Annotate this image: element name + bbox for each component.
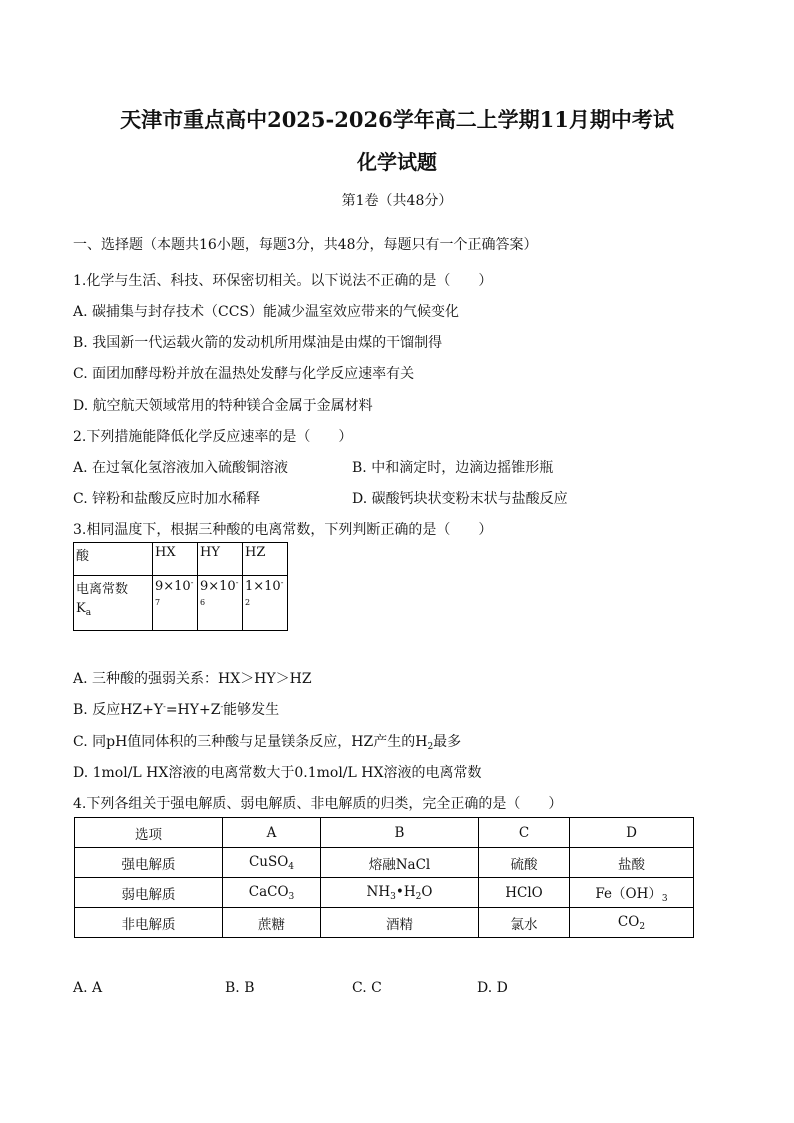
cell: CuSO$_4$ bbox=[223, 848, 321, 878]
cell: $Fe(OH)_3$ bbox=[570, 878, 694, 908]
table-header-hz: HZ bbox=[243, 543, 288, 576]
question-2-option-b: B. 中和滴定时，边滴边摇锥形瓶 bbox=[352, 460, 554, 476]
cell: $CO_2$ bbox=[570, 908, 694, 938]
table-header-option: 选项 bbox=[75, 818, 223, 848]
table-header-a: A bbox=[223, 818, 321, 848]
volume-label: 第1卷（共48分） bbox=[341, 193, 453, 209]
question-1-option-d: D. 航空航天领域常用的特种镁合金属于金属材料 bbox=[73, 398, 373, 414]
row-label-strong: 强电解质 bbox=[75, 848, 223, 878]
exam-title: 天津市重点高中2025-2026学年高二上学期11月期中考试 bbox=[120, 107, 674, 132]
question-2-option-a: A. 在过氧化氢溶液加入硫酸铜溶液 bbox=[73, 460, 289, 476]
question-1-stem: 1.化学与生活、科技、环保密切相关。以下说法不正确的是（ ） bbox=[73, 273, 493, 289]
question-3-option-b: B. 反应HZ+Y-=HY+Z-能够发生 bbox=[73, 702, 280, 718]
table-row-label bbox=[74, 576, 153, 631]
question-4-option-a: A. A bbox=[73, 980, 103, 996]
ka-symbol: $K_a$ bbox=[76, 601, 92, 618]
question-1-option-b: B. 我国新一代运载火箭的发动机所用煤油是由煤的干馏制得 bbox=[73, 335, 443, 351]
section-heading: 一、选择题（本题共16小题，每题3分，共48分，每题只有一个正确答案） bbox=[73, 237, 538, 253]
ka-label: 电离常数 bbox=[76, 582, 129, 597]
table-row bbox=[75, 878, 694, 908]
question-3-option-d: D. 1mol/L HX溶液的电离常数大于0.1mol/L HX溶液的电离常数 bbox=[73, 765, 482, 781]
table-header-c: C bbox=[479, 818, 570, 848]
table-header-d: D bbox=[570, 818, 694, 848]
electrolyte-table bbox=[74, 817, 694, 938]
question-2-option-d: D. 碳酸钙块状变粉末状与盐酸反应 bbox=[352, 491, 568, 507]
question-3-option-a: A. 三种酸的强弱关系：HX＞HY＞HZ bbox=[73, 671, 312, 687]
table-header-hy: HY bbox=[198, 543, 243, 576]
question-2-option-c: C. 锌粉和盐酸反应时加水稀释 bbox=[73, 491, 261, 507]
cell: 蔗糖 bbox=[223, 908, 321, 938]
question-4-option-c: C. C bbox=[352, 980, 382, 996]
cell: 盐酸 bbox=[570, 848, 694, 878]
question-3-stem: 3.相同温度下，根据三种酸的电离常数，下列判断正确的是（ ） bbox=[73, 522, 493, 538]
question-4-option-b: B. B bbox=[225, 980, 255, 996]
cell: CaCO$_3$ bbox=[223, 878, 321, 908]
table-row bbox=[75, 908, 694, 938]
ka-value-hy: 9×10- 6 bbox=[198, 576, 243, 631]
table-header-acid: 酸 bbox=[74, 543, 153, 576]
ionization-constant-table bbox=[73, 542, 288, 631]
cell: 硫酸 bbox=[479, 848, 570, 878]
cell: $NH_3•H_2O$ bbox=[321, 878, 479, 908]
cell: 氯水 bbox=[479, 908, 570, 938]
ka-value-hx: 9×10- 7 bbox=[153, 576, 198, 631]
question-2-stem: 2.下列措施能降低化学反应速率的是（ ） bbox=[73, 429, 353, 445]
cell: HClO bbox=[479, 878, 570, 908]
question-4-stem: 4.下列各组关于强电解质、弱电解质、非电解质的归类，完全正确的是（ ） bbox=[73, 796, 563, 812]
row-label-non: 非电解质 bbox=[75, 908, 223, 938]
table-header-hx: HX bbox=[153, 543, 198, 576]
exam-subtitle: 化学试题 bbox=[357, 150, 437, 174]
table-header-b: B bbox=[321, 818, 479, 848]
ka-value-hz: 1×10- 2 bbox=[243, 576, 288, 631]
cell: 熔融NaCl bbox=[321, 848, 479, 878]
row-label-weak: 弱电解质 bbox=[75, 878, 223, 908]
question-1-option-c: C. 面团加酵母粉并放在温热处发酵与化学反应速率有关 bbox=[73, 366, 415, 382]
table-row bbox=[75, 848, 694, 878]
question-1-option-a: A. 碳捕集与封存技术（CCS）能减少温室效应带来的气候变化 bbox=[73, 304, 460, 320]
question-3-option-c: C. 同pH值同体积的三种酸与足量镁条反应，HZ产生的$H_2$最多 bbox=[73, 734, 462, 752]
question-4-option-d: D. D bbox=[477, 980, 508, 996]
cell: 酒精 bbox=[321, 908, 479, 938]
